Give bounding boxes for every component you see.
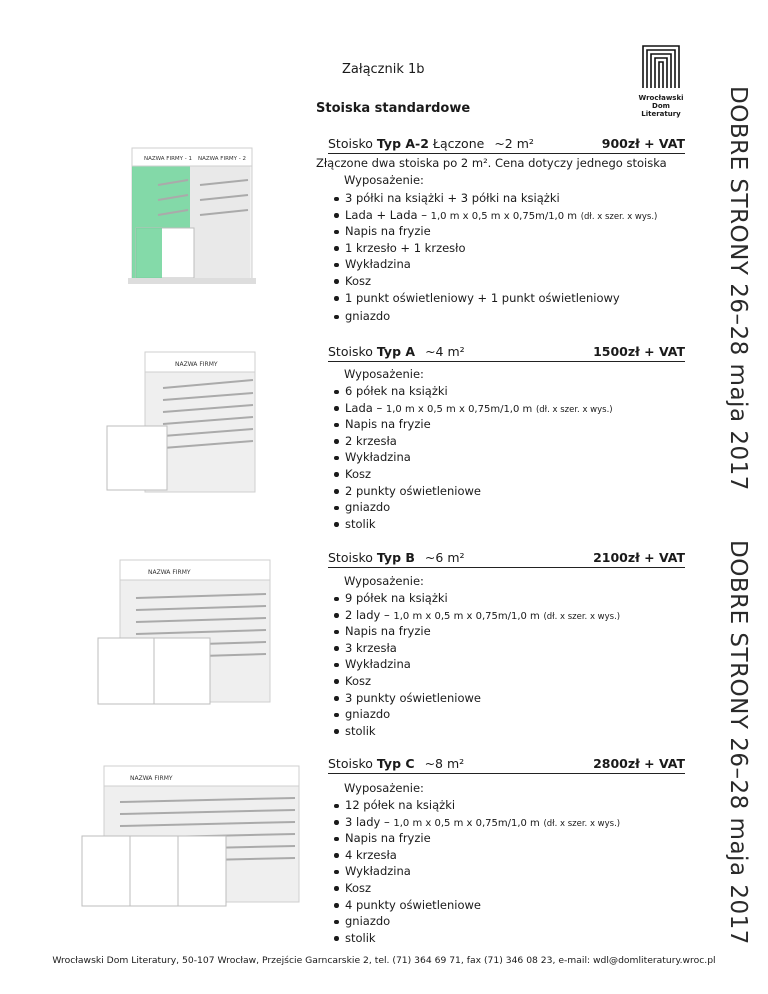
- firm-label: NAZWA FIRMY: [130, 775, 173, 782]
- footer-address: Wrocławski Dom Literatury, 50-107 Wrocław, Przejście Garncarskie 2, tel. (71) 364 69 71, fax (71) 346 08 23, e-mail: wdl@domliteratury.wroc.pl: [52, 955, 716, 966]
- side-banner-1: DOBRE STRONY 26–28 maja 2017: [725, 86, 751, 491]
- list-item: gniazdo: [328, 499, 613, 516]
- stand-c-illustration: [80, 762, 305, 912]
- list-item: stolik: [328, 516, 613, 533]
- stand-name: Stoisko Typ A-2 Łączone ~2 m²: [328, 136, 534, 151]
- stand-price: 2100zł + VAT: [593, 550, 685, 565]
- list-item: 2 krzesła: [328, 433, 613, 450]
- list-item: Kosz: [328, 673, 620, 690]
- equipment-list-b: [328, 590, 620, 739]
- list-item: Napis na fryzie: [328, 830, 620, 847]
- logo-line-2: Dom Literatury: [641, 102, 681, 118]
- page-title: Stoiska standardowe: [316, 101, 471, 116]
- list-item: Wykładzina: [328, 863, 620, 880]
- stand-header-b: [328, 550, 685, 568]
- list-item: Napis na fryzie: [328, 623, 620, 640]
- list-item: Wykładzina: [328, 256, 657, 273]
- list-item: Lada – 1,0 m x 0,5 m x 0,75m/1,0 m (dł. x szer. x wys.): [328, 400, 613, 417]
- firm-label: NAZWA FIRMY: [148, 569, 191, 576]
- list-item: 3 półki na książki + 3 półki na książki: [328, 190, 657, 207]
- list-item: Wykładzina: [328, 449, 613, 466]
- firm-label: NAZWA FIRMY: [175, 361, 218, 368]
- list-item: Lada + Lada – 1,0 m x 0,5 m x 0,75m/1,0 m (dł. x szer. x wys.): [328, 207, 657, 224]
- list-item: 4 punkty oświetleniowe: [328, 897, 620, 914]
- equipment-label: Wyposażenie:: [344, 173, 424, 187]
- equipment-list-a2: [328, 190, 657, 325]
- list-item: Napis na fryzie: [328, 416, 613, 433]
- stand-header-a: [328, 344, 685, 362]
- stand-price: 1500zł + VAT: [593, 344, 685, 359]
- list-item: 9 półek na książki: [328, 590, 620, 607]
- firm-label-1: NAZWA FIRMY - 1: [144, 156, 192, 162]
- stand-header-a2: [328, 136, 685, 154]
- stand-b-illustration: [96, 556, 276, 712]
- list-item: Wykładzina: [328, 656, 620, 673]
- list-item: gniazdo: [328, 913, 620, 930]
- list-item: Napis na fryzie: [328, 223, 657, 240]
- stand-name: Stoisko Typ C ~8 m²: [328, 756, 465, 771]
- stand-header-c: [328, 756, 685, 774]
- equipment-list-c: [328, 797, 620, 946]
- annex-label: Załącznik 1b: [342, 62, 425, 77]
- list-item: gniazdo: [328, 706, 620, 723]
- list-item: 2 punkty oświetleniowe: [328, 483, 613, 500]
- list-item: 3 krzesła: [328, 640, 620, 657]
- equipment-label: Wyposażenie:: [344, 781, 424, 795]
- logo-arch-icon: [639, 42, 683, 90]
- list-item: 1 krzesło + 1 krzesło: [328, 240, 657, 257]
- stand-description: Złączone dwa stoiska po 2 m². Cena dotyczy jednego stoiska: [316, 156, 667, 170]
- list-item: 4 krzesła: [328, 847, 620, 864]
- equipment-label: Wyposażenie:: [344, 574, 424, 588]
- list-item: 2 lady – 1,0 m x 0,5 m x 0,75m/1,0 m (dł. x szer. x wys.): [328, 607, 620, 624]
- list-item: 3 lady – 1,0 m x 0,5 m x 0,75m/1,0 m (dł. x szer. x wys.): [328, 814, 620, 831]
- logo: [636, 42, 686, 118]
- equipment-label: Wyposażenie:: [344, 367, 424, 381]
- list-item: stolik: [328, 930, 620, 947]
- list-item: 1 punkt oświetleniowy + 1 punkt oświetleniowy: [328, 290, 657, 307]
- stand-name: Stoisko Typ A ~4 m²: [328, 344, 465, 359]
- equipment-list-a: [328, 383, 613, 532]
- list-item: Kosz: [328, 880, 620, 897]
- list-item: 6 półek na książki: [328, 383, 613, 400]
- stand-name: Stoisko Typ B ~6 m²: [328, 550, 465, 565]
- firm-label-2: NAZWA FIRMY - 2: [198, 156, 246, 162]
- list-item: 12 półek na książki: [328, 797, 620, 814]
- list-item: stolik: [328, 723, 620, 740]
- side-banner-2: DOBRE STRONY 26–28 maja 2017: [725, 540, 751, 945]
- list-item: Kosz: [328, 466, 613, 483]
- list-item: gniazdo: [328, 308, 657, 325]
- stand-a2-illustration: [128, 140, 258, 288]
- logo-line-1: Wrocławski: [638, 94, 684, 102]
- list-item: Kosz: [328, 273, 657, 290]
- stand-price: 2800zł + VAT: [593, 756, 685, 771]
- stand-a-illustration: [105, 348, 260, 498]
- list-item: 3 punkty oświetleniowe: [328, 690, 620, 707]
- stand-price: 900zł + VAT: [601, 136, 685, 151]
